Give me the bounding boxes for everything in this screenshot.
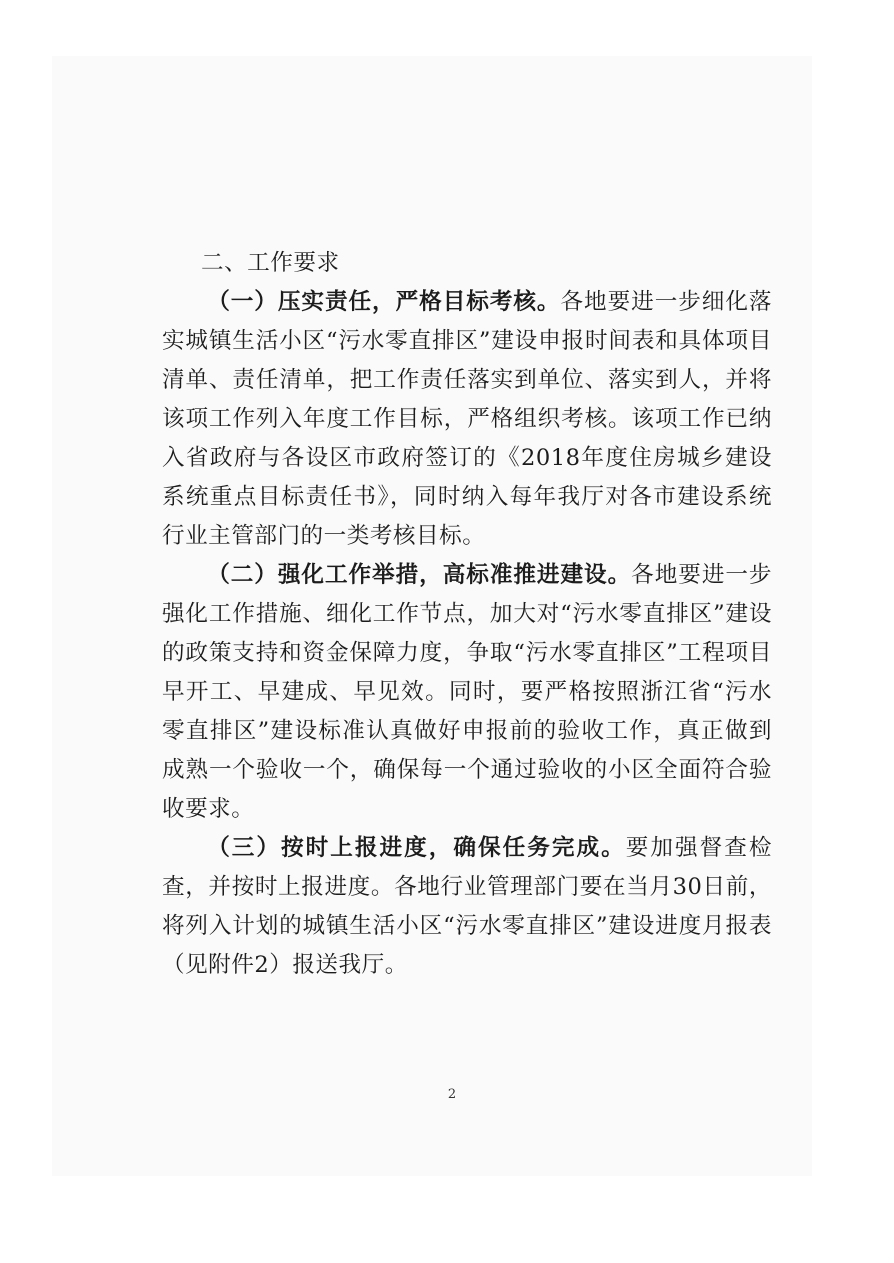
page-number: 2 [447,1087,457,1102]
paragraph-3 [162,829,772,985]
paragraph-3-lead: （三）按时上报进度，确保任务完成。 [207,835,626,861]
paragraph-2-body: 各地要进一步强化工作措施、细化工作节点，加大对“污水零直排区”建设的政策支持和资金保障力度，争取“污水零直排区”工程项目早开工、早建成、早见效。同时，要严格按照浙江省“污水零直排区”建设标准认真做好申报前的验收工作，真正做到成熟一个验收一个，确保每一个通过验收的小区全面符合验收要求。 [162,562,773,822]
paragraph-1-lead: （一）压实责任，严格目标考核。 [207,289,561,315]
paragraph-1 [162,283,772,556]
paragraph-3-body: 要加强督查检查，并按时上报进度。各地行业管理部门要在当月30日前，将列入计划的城镇生活小区“污水零直排区”建设进度月报表（见附件2）报送我厅。 [162,835,773,978]
paragraph-2-lead: （二）强化工作举措，高标准推进建设。 [207,562,632,588]
paragraph-2 [162,556,772,829]
paragraph-1-body: 各地要进一步细化落实城镇生活小区“污水零直排区”建设申报时间表和具体项目清单、责任清单，把工作责任落实到单位、落实到人，并将该项工作列入年度工作目标，严格组织考核。该项工作已纳入省政府与各设区市政府签订的《2018年度住房城乡建设系统重点目标责任书》，同时纳入每年我厅对各市建设系统行业主管部门的一类考核目标。 [162,289,773,549]
section-heading: 二、工作要求 [201,250,340,276]
document-body [162,244,772,985]
